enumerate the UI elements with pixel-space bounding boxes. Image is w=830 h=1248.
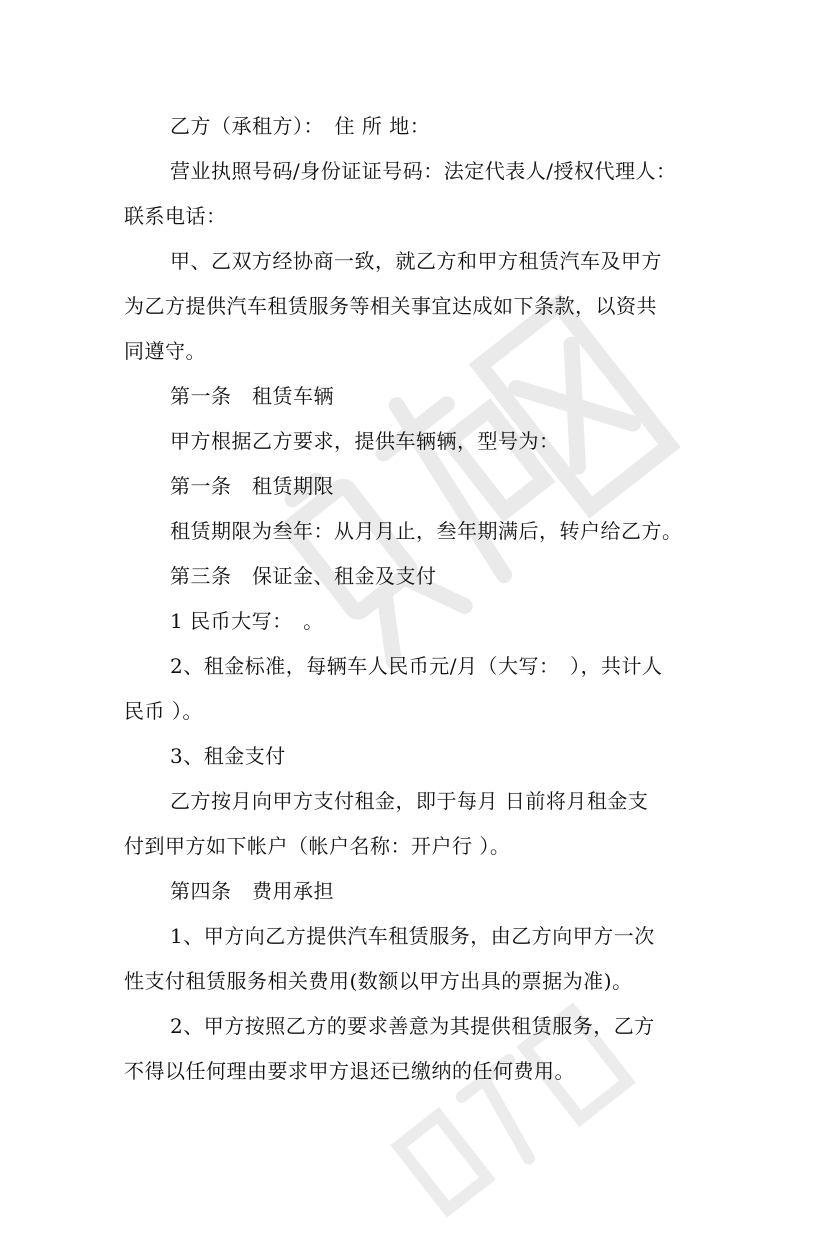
contract-body (124, 104, 714, 1094)
article-1-text: 甲方根据乙方要求，提供车辆辆，型号为： (170, 429, 560, 453)
article-3-item-2-line-1: 2、租金标准，每辆车人民币元/月（大写： ），共计人 (170, 654, 663, 678)
preamble-line-3: 同遵守。 (124, 339, 206, 363)
article-4-heading: 第四条 费用承担 (170, 879, 334, 903)
preamble-line-2: 为乙方提供汽车租赁服务等相关事宜达成如下条款，以资共 (124, 294, 657, 318)
preamble-line-1: 甲、乙双方经协商一致，就乙方和甲方租赁汽车及甲方 (170, 249, 662, 273)
article-3-item-3-heading: 3、租金支付 (170, 744, 286, 768)
article-3-item-3-line-1: 乙方按月向甲方支付租金，即于每月 日前将月租金支 (170, 789, 649, 813)
article-4-item-2-line-2: 不得以任何理由要求甲方退还已缴纳的任何费用。 (124, 1059, 575, 1083)
article-3-item-3-line-2: 付到甲方如下帐户（帐户名称：开户行 ）。 (124, 834, 511, 858)
article-4-item-1-line-1: 1、甲方向乙方提供汽车租赁服务，由乙方向甲方一次 (170, 924, 655, 948)
article-2-heading: 第一条 租赁期限 (170, 474, 334, 498)
article-3-item-2-line-2: 民币 ）。 (124, 699, 203, 723)
party-b-phone-line: 联系电话： (124, 204, 227, 228)
article-2-text: 租赁期限为叁年：从月月止，叁年期满后，转户给乙方。 (170, 519, 683, 543)
article-1-heading: 第一条 租赁车辆 (170, 384, 334, 408)
party-b-line: 乙方（承租方）： 住 所 地： (170, 114, 431, 138)
article-4-item-2-line-1: 2、甲方按照乙方的要求善意为其提供租赁服务，乙方 (170, 1014, 655, 1038)
article-3-item-1: 1 民币大写： 。 (170, 609, 324, 633)
article-3-heading: 第三条 保证金、租金及支付 (170, 564, 437, 588)
article-4-item-1-line-2: 性支付租赁服务相关费用(数额以甲方出具的票据为准)。 (124, 969, 633, 993)
party-b-license-line: 营业执照号码/身份证证号码：法定代表人/授权代理人： (170, 159, 677, 183)
